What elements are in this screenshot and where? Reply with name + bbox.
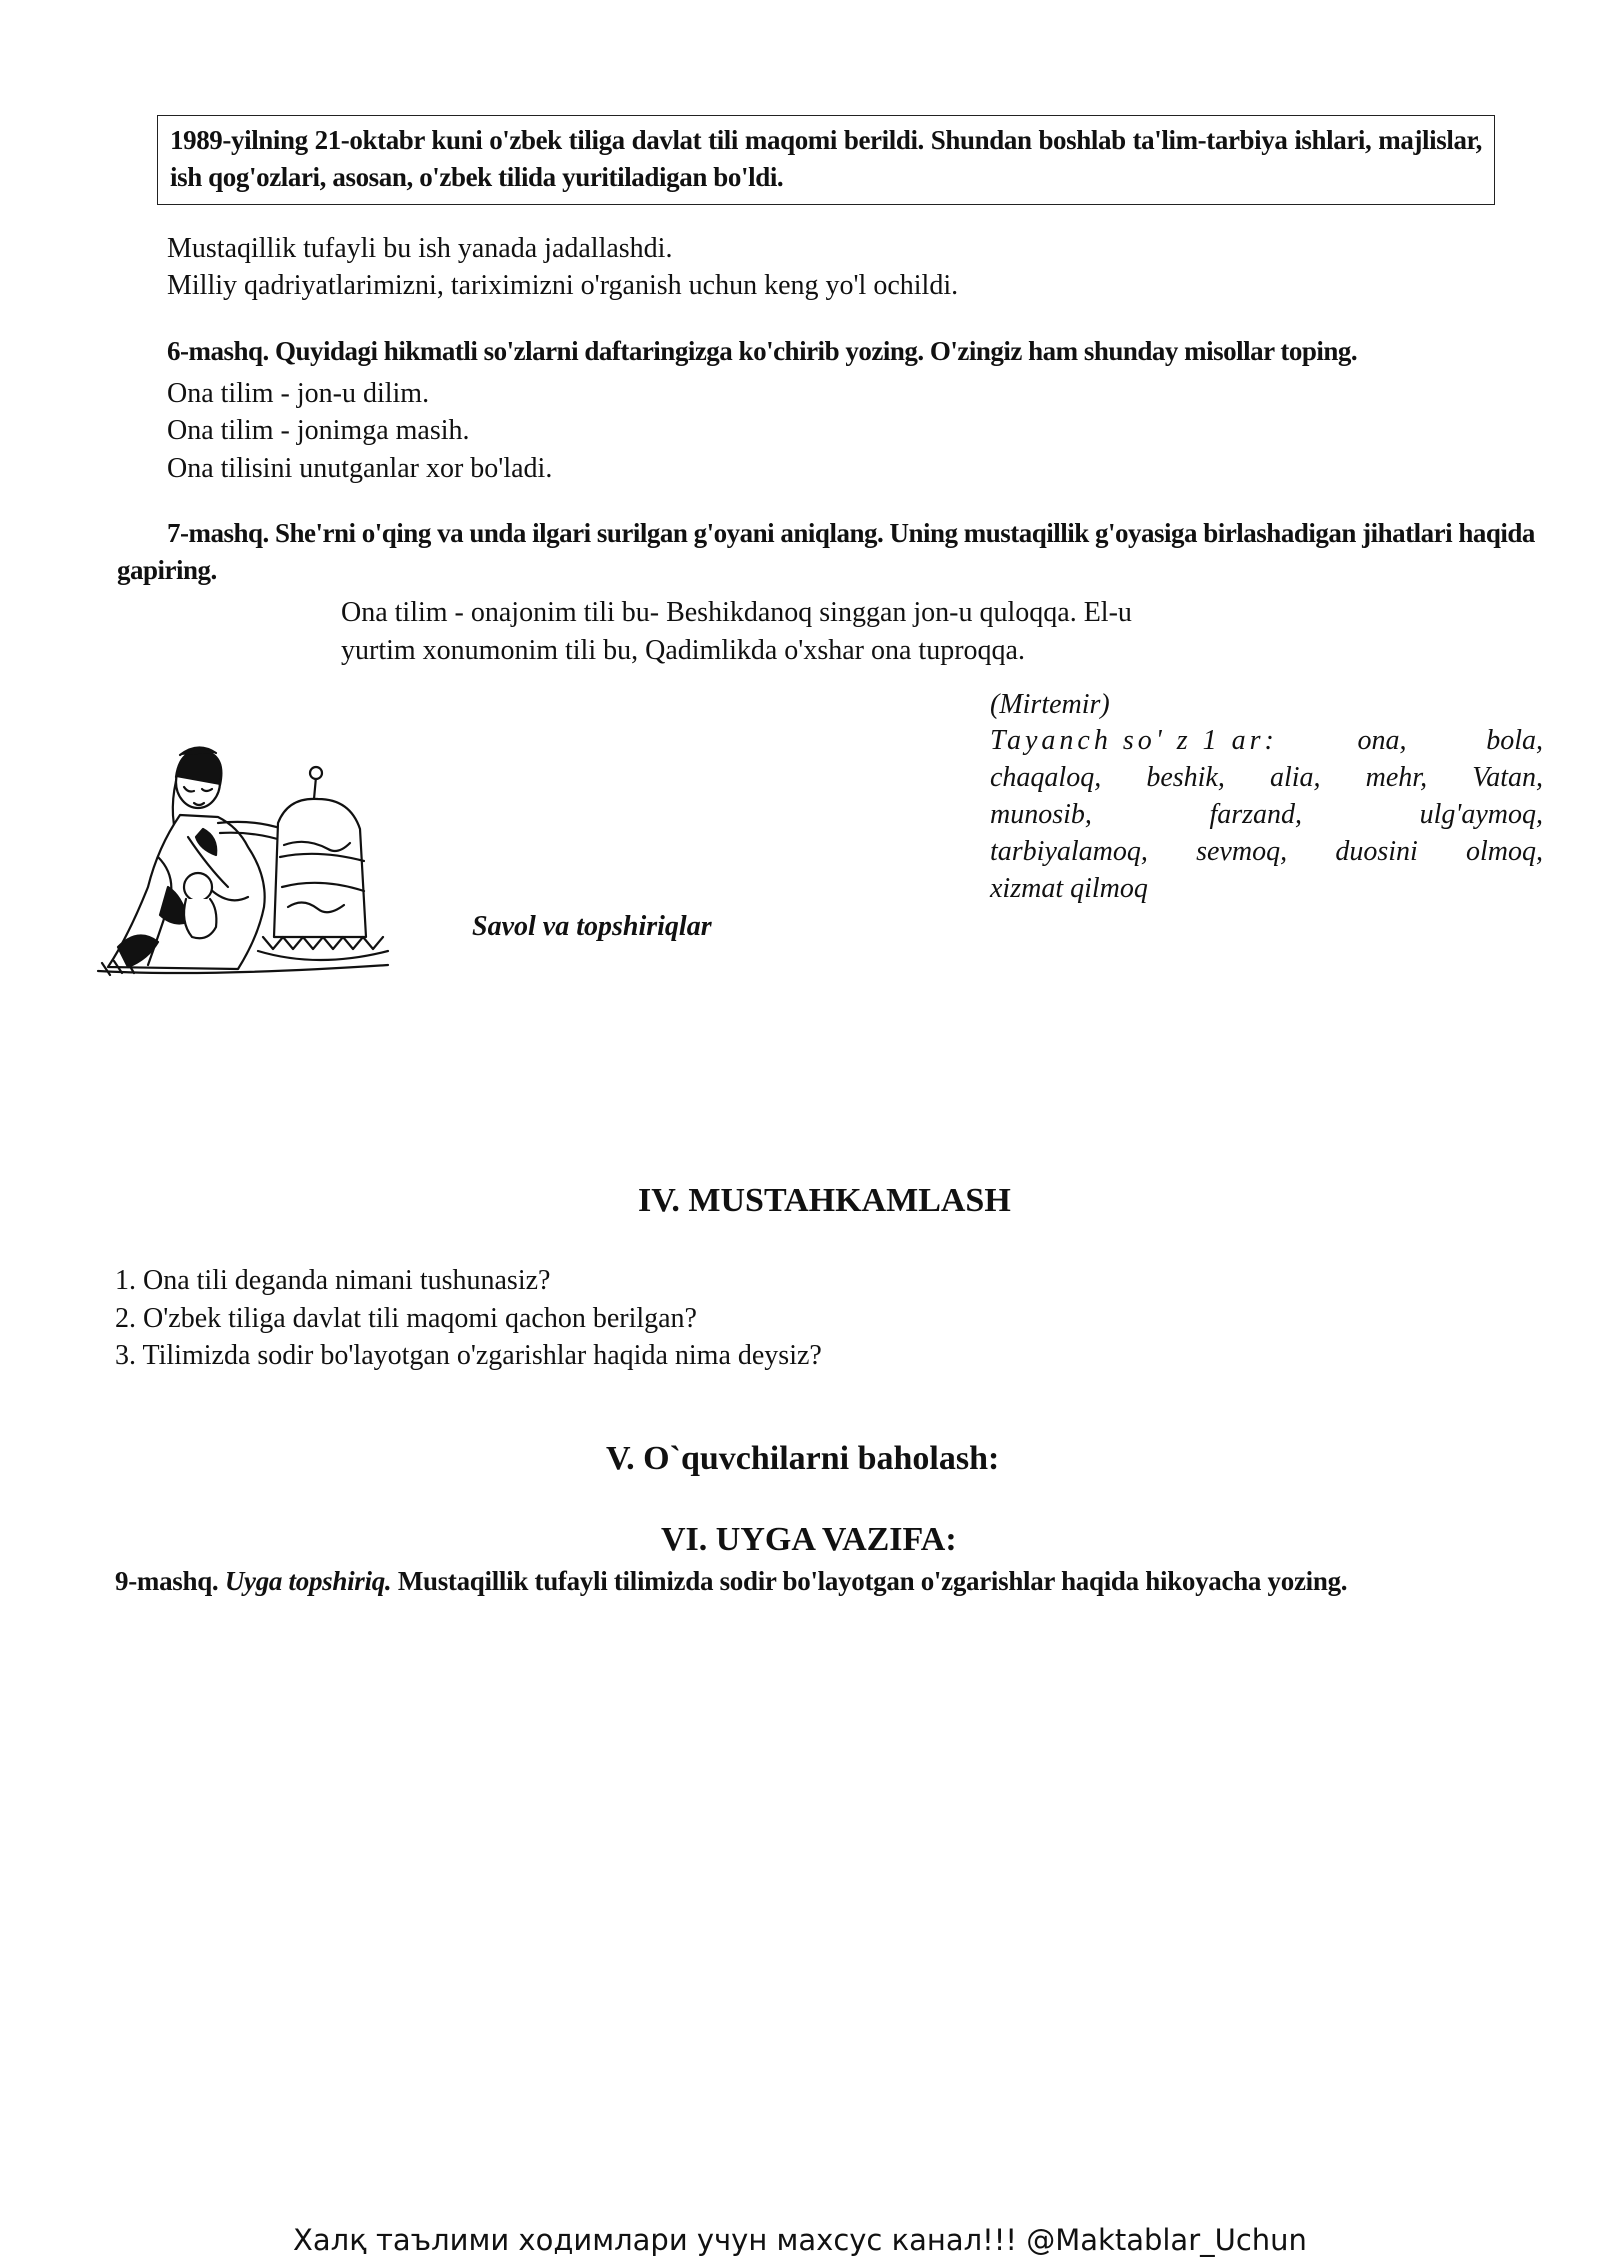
keywords-block: [990, 722, 1543, 907]
keywords-line: [990, 870, 1543, 907]
keywords-line: [990, 833, 1543, 870]
keyword: Vatan,: [1472, 762, 1543, 793]
saying-line: Ona tilim - jon-u dilim.: [167, 378, 430, 409]
keyword: olmoq,: [1466, 836, 1543, 867]
poem-author: (Mirtemir): [990, 689, 1110, 720]
question-item: 3. Tilimizda sodir bo'layotgan o'zgarishlar haqida nima deysiz?: [115, 1340, 822, 1371]
mother-with-cradle-illustration: [88, 737, 408, 977]
keywords-line: [990, 796, 1543, 833]
keyword: sevmoq,: [1196, 836, 1288, 867]
keyword: tarbiyalamoq,: [990, 836, 1148, 867]
keyword: bola,: [1486, 725, 1543, 756]
paragraph-line: Mustaqillik tufayli bu ish yanada jadallashdi.: [167, 233, 673, 264]
question-item: 1. Ona tili deganda nimani tushunasiz?: [115, 1265, 551, 1296]
highlight-box: 1989-yilning 21-oktabr kuni o'zbek tiliga davlat tili maqomi berildi. Shundan boshlab ta'lim-tarbiya ishlari, majlislar, ish qog'ozlari, asosan, o'zbek tilida yuritiladigan bo'ldi.: [157, 115, 1495, 205]
footer-channel-text: Халқ таълими ходимлари учун махсус канал!!! @Maktablar_Uchun: [293, 2223, 1307, 2257]
keyword: duosini: [1335, 836, 1418, 867]
keyword: ona,: [1357, 725, 1407, 756]
exercise-6-heading: 6-mashq. Quyidagi hikmatli so'zlarni daftaringizga ko'chirib yozing. O'zingiz ham shunday misollar toping.: [167, 336, 1358, 366]
keyword: farzand,: [1209, 799, 1303, 830]
homework-text: Mustaqillik tufayli tilimizda sodir bo'layotgan o'zgarishlar haqida hikoyacha yozing.: [397, 1566, 1348, 1596]
keyword: ulg'aymoq,: [1419, 799, 1543, 830]
keyword: xizmat qilmoq: [990, 873, 1148, 904]
poem-line: Ona tilim - onajonim tili bu- Beshikdanoq singgan jon-u quloqqa. El-u: [341, 597, 1132, 628]
saying-line: Ona tilim - jonimga masih.: [167, 415, 470, 446]
keywords-line: [990, 759, 1543, 796]
keyword: chaqaloq,: [990, 762, 1102, 793]
saying-line: Ona tilisini unutganlar xor bo'ladi.: [167, 453, 553, 484]
keyword: beshik,: [1146, 762, 1225, 793]
keywords-line: [990, 722, 1543, 759]
question-item: 2. O'zbek tiliga davlat tili maqomi qachon berilgan?: [115, 1303, 697, 1334]
paragraph-line: Milliy qadriyatlarimizni, tariximizni o'rganish uchun keng yo'l ochildi.: [167, 270, 959, 301]
keyword: mehr,: [1365, 762, 1428, 793]
poem-line: yurtim xonumonim tili bu, Qadimlikda o'xshar ona tuproqqa.: [341, 635, 1025, 666]
section-5-title: V. O`quvchilarni baholash:: [606, 1440, 1000, 1477]
keywords-label: Tayanch so' z 1 ar:: [990, 725, 1278, 756]
exercise-7-heading: 7-mashq. She'rni o'qing va unda ilgari surilgan g'oyani aniqlang. Uning mustaqillik g'oyasiga birlashadigan jihatlari haqida gapiring.: [117, 518, 1535, 585]
questions-label: Savol va topshiriqlar: [472, 911, 712, 942]
keyword: munosib,: [990, 799, 1092, 830]
section-6-title: VI. UYGA VAZIFA:: [661, 1521, 957, 1558]
homework-italic: Uyga topshiriq.: [224, 1566, 392, 1596]
homework-exercise: [115, 1563, 1495, 1600]
homework-label: 9-mashq.: [115, 1566, 219, 1596]
section-4-title: IV. MUSTAHKAMLASH: [638, 1182, 1011, 1219]
keyword: alia,: [1269, 762, 1321, 793]
